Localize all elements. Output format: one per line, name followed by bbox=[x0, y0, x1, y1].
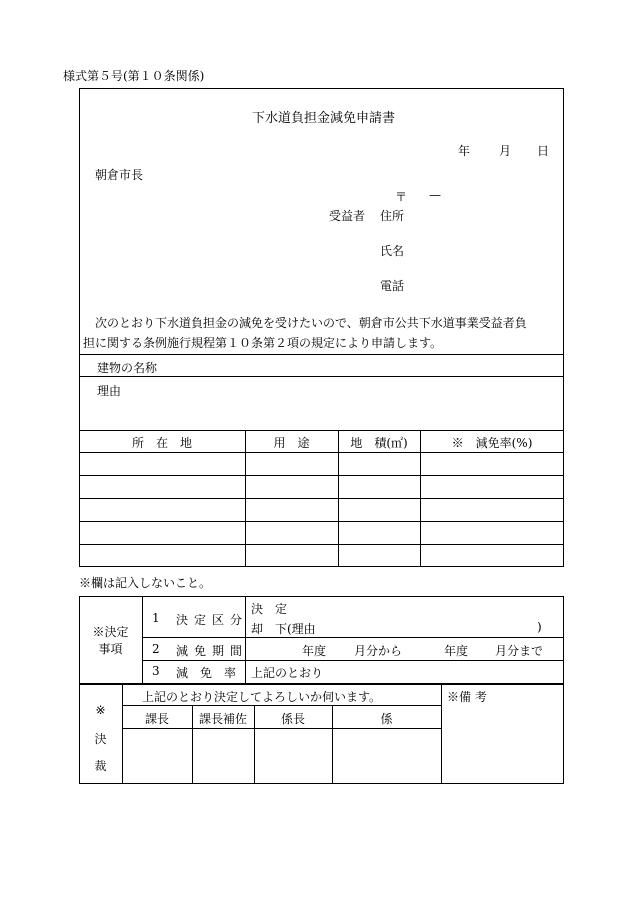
form-title: 下水道負担金減免申請書 bbox=[252, 111, 396, 126]
table-row bbox=[79, 544, 564, 545]
row2-num: 2 bbox=[152, 642, 160, 656]
table-row bbox=[79, 452, 564, 453]
table-row bbox=[79, 475, 564, 476]
period-month-from: 月分から bbox=[354, 644, 403, 658]
row3-label: 減 免 率 bbox=[176, 666, 237, 680]
reject-option: 却 下(理由 bbox=[251, 622, 316, 636]
role-staff: 係 bbox=[380, 712, 393, 726]
application-text-line1: 次のとおり下水道負担金の減免を受けたいので、朝倉市公共下水道事業受益者負 bbox=[95, 316, 527, 330]
row3-num: 3 bbox=[152, 664, 160, 678]
approval-char-1: 決 bbox=[94, 732, 107, 746]
period-month-to: 月分まで bbox=[495, 644, 544, 658]
period-year-to: 年度 bbox=[444, 644, 469, 658]
address-label: 住所 bbox=[380, 209, 405, 223]
form-number: 様式第５号(第１０条関係) bbox=[63, 69, 205, 83]
table-row bbox=[79, 498, 564, 499]
date-month: 月 bbox=[499, 144, 512, 158]
header-rate: ※ 減免率(%) bbox=[451, 436, 533, 450]
header-usage: 用 途 bbox=[273, 436, 310, 450]
approval-char-2: 裁 bbox=[94, 759, 107, 773]
role-assistant-chief: 課長補佐 bbox=[198, 712, 247, 726]
approve-option: 決 定 bbox=[251, 602, 288, 616]
reason-label: 理由 bbox=[97, 384, 122, 398]
role-unit-chief: 係長 bbox=[280, 712, 305, 726]
reject-paren-close: ) bbox=[537, 620, 542, 634]
building-name-label: 建物の名称 bbox=[97, 361, 158, 375]
name-label: 氏名 bbox=[380, 244, 405, 258]
rate-value: 上記のとおり bbox=[251, 666, 324, 680]
phone-label: 電話 bbox=[380, 279, 405, 293]
role-section-chief: 課長 bbox=[144, 712, 169, 726]
header-area: 地 積(㎡) bbox=[350, 436, 408, 450]
decision-label: ※決定 事項 bbox=[92, 625, 129, 656]
applicant-role: 受益者 bbox=[329, 209, 366, 223]
note: ※欄は記入しないこと。 bbox=[79, 576, 212, 590]
date-year: 年 bbox=[458, 144, 471, 158]
row1-label: 決定区分 bbox=[176, 613, 249, 627]
postal-mark: 〒 bbox=[395, 190, 408, 204]
approval-mark: ※ bbox=[95, 703, 106, 717]
date-day: 日 bbox=[537, 144, 550, 158]
remarks-label: ※備 考 bbox=[447, 690, 487, 704]
header-location: 所 在 地 bbox=[131, 436, 192, 450]
addressee: 朝倉市長 bbox=[95, 168, 144, 182]
postal-dash: — bbox=[429, 188, 441, 202]
row2-label: 減免期間 bbox=[176, 644, 249, 658]
period-year-from: 年度 bbox=[302, 644, 327, 658]
application-text-line2: 担に関する条例施行規程第１０条第２項の規定により申請します。 bbox=[83, 336, 443, 350]
row1-num: 1 bbox=[152, 611, 160, 625]
table-row bbox=[79, 521, 564, 522]
approval-request: 上記のとおり決定してよろしいか伺います。 bbox=[142, 690, 382, 704]
